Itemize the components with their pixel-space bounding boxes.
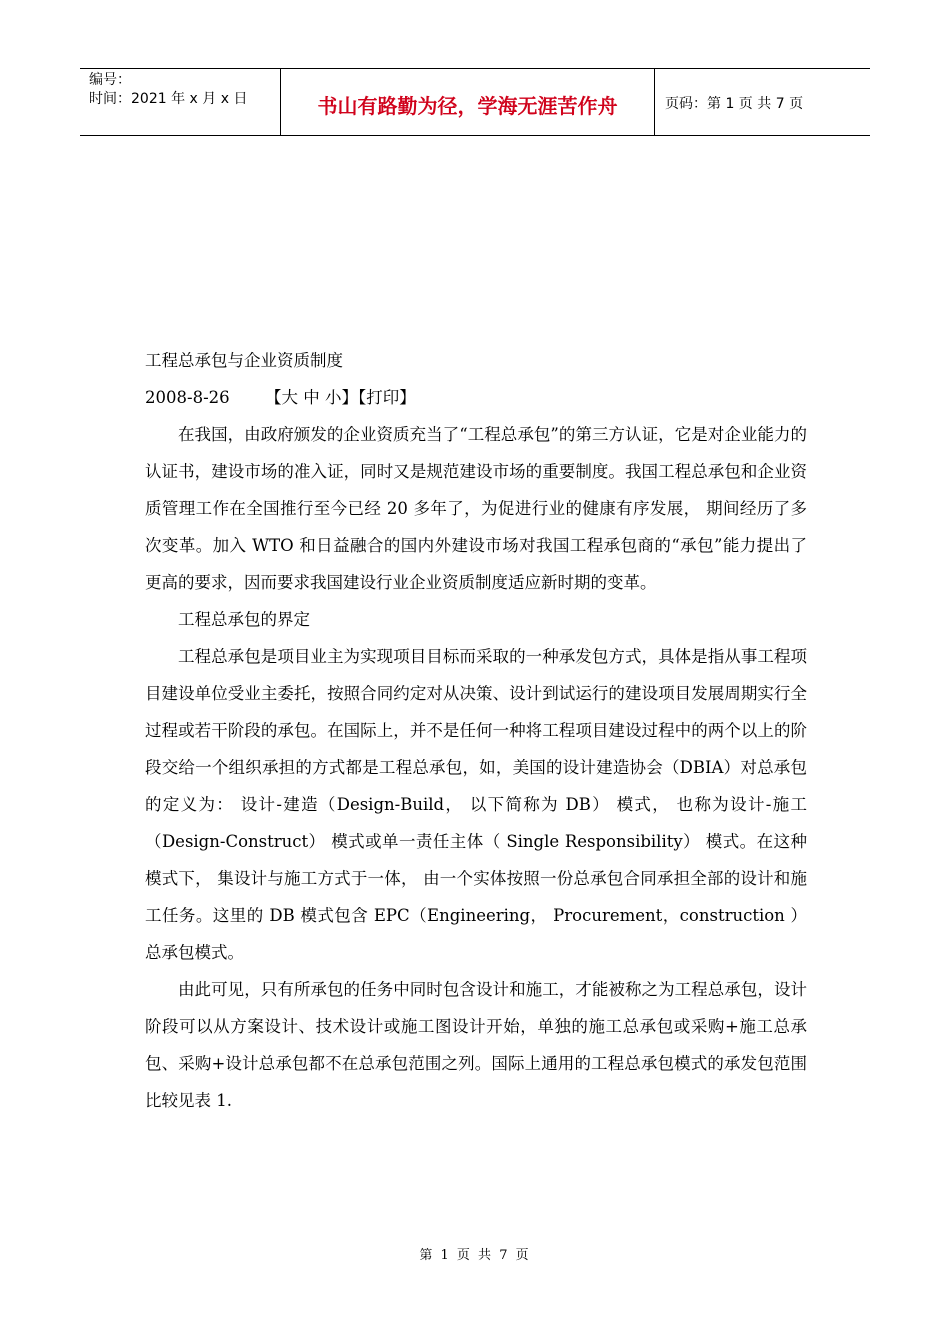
article-body — [145, 342, 807, 1119]
article-date: 2008-8-26 — [145, 388, 230, 407]
header-page-info: 页码：第 1 页 共 7 页 — [665, 96, 804, 112]
header-info-cell — [80, 69, 281, 135]
document-number-label: 编号： — [89, 72, 131, 88]
article-meta — [145, 379, 807, 416]
paragraph-conclusion: 由此可见，只有所承包的任务中同时包含设计和施工，才能被称之为工程总承包，设计阶段可以从方案设计、技术设计或施工图设计开始，单独的施工总承包或采购+施工总承包、采购+设计总承包都不在总承包范围之列。国际上通用的工程总承包模式的承发包范围比较见表 1. — [145, 980, 807, 1110]
page-header — [80, 68, 870, 136]
paragraph-definition: 工程总承包是项目业主为实现项目目标而采取的一种承发包方式，具体是指从事工程项目建设单位受业主委托，按照合同约定对从决策、设计到试运行的建设项目发展周期实行全过程或若干阶段的承包。在国际上，并不是任何一种将工程项目建设过程中的两个以上的阶段交给一个组织承担的方式都是工程总承包，如，美国的设计建造协会（DBIA）对总承包的定义为： 设计-建造（Design-Build， 以下简称为 DB） 模式， 也称为设计-施工（Design-Construct） 模式或单一责任主体（ Single Responsibility） 模式。在这种模式下， 集设计与施工方式于一体， 由一个实体按照一份总承包合同承担全部的设计和施工任务。这里的 DB 模式包含 EPC（Engineering， Procurement，construction ）总承包模式。 — [145, 647, 807, 962]
page-footer: 第 1 页 共 7 页 — [419, 1248, 531, 1263]
header-motto: 书山有路勤为径，学海无涯苦作舟 — [281, 69, 655, 135]
font-size-options[interactable]: 【大 中 小】 — [265, 388, 358, 407]
article-title: 工程总承包与企业资质制度 — [145, 351, 343, 370]
print-link[interactable]: 【打印】 — [358, 388, 416, 407]
paragraph-intro: 在我国，由政府颁发的企业资质充当了“工程总承包”的第三方认证，它是对企业能力的认证书，建设市场的准入证，同时又是规范建设市场的重要制度。我国工程总承包和企业资质管理工作在全国推行至今已经 20 多年了，为促进行业的健康有序发展， 期间经历了多次变革。加入 WTO 和日益融合的国内外建设市场对我国工程承包商的“承包”能力提出了更高的要求，因而要求我国建设行业企业资质制度适应新时期的变革。 — [145, 425, 807, 592]
document-time-label: 时间：2021 年 x 月 x 日 — [89, 91, 248, 107]
section-heading: 工程总承包的界定 — [178, 610, 310, 629]
